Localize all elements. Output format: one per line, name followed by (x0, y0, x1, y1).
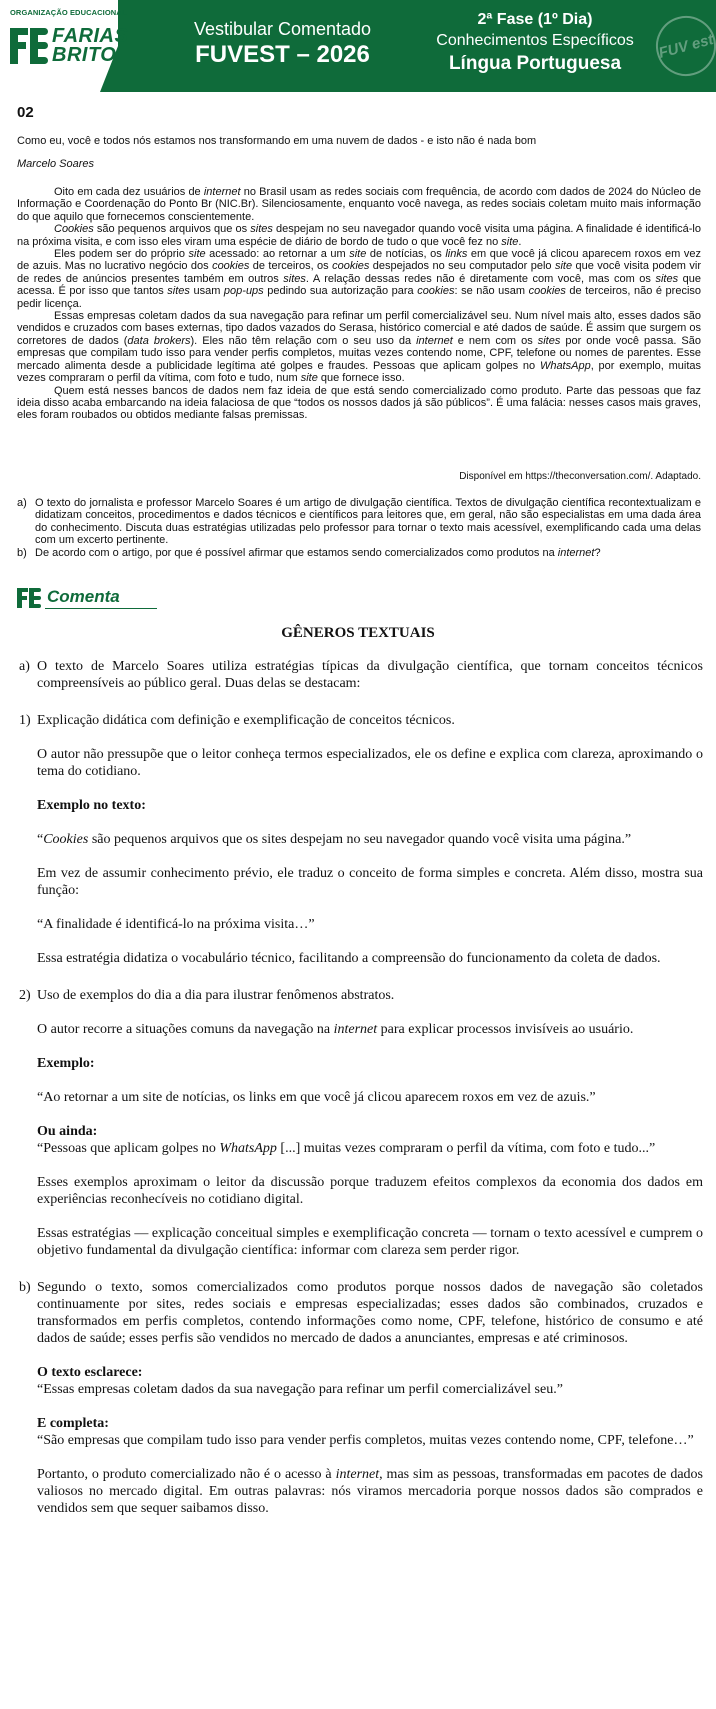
answer-a-intro (19, 658, 703, 692)
quote (37, 831, 703, 848)
text-run: Essas empresas coletam dados da sua navegação para refinar um perfil comercializável seu. Num nível mais alto, esses dados são vendidos e cruzados com bases externas, tipo dados vazados do Serasa, histórico comercial e até dados de saúde. É assim que surgem os corretores de dados ( (17, 310, 701, 347)
article-paragraph (17, 310, 701, 384)
text-part: “Pessoas que aplicam golpes no (37, 1141, 220, 1156)
text-part: para explicar processos invisíveis ao usuário. (377, 1022, 634, 1037)
article-author: Marcelo Soares (17, 158, 95, 170)
answer-label: a) (19, 659, 30, 674)
quote: “Essas empresas coletam dados da sua navegação para refinar um perfil comercializável seu.” (37, 1382, 563, 1397)
text-part: , mas sim as pessoas, transformadas em pacotes de dados valiosos no mercado digital. Em outras palavras: nós viramos mercadoria porque nossos dados são comprados e vendidos sem que sequer saibamos disso. (37, 1467, 703, 1516)
answer-body (19, 658, 703, 1517)
text-run: Eles podem ser do próprio (54, 248, 189, 261)
strategy-label: 2) (19, 988, 31, 1003)
answer-label: b) (19, 1280, 31, 1295)
article-title: Como eu, você e todos nós estamos nos transformando em uma nuvem de dados - e isto não é nada bom (17, 135, 537, 147)
also-label: Ou ainda: (37, 1124, 98, 1139)
paragraph: Essas estratégias — explicação conceitual simples e exemplificação concreta — tornam o texto acessível e cumprem o objetivo fundamental da divulgação científica: informar com clareza sem perder rigor. (37, 1226, 703, 1258)
strategy-label: 1) (19, 713, 31, 728)
italic-run: WhatsApp (539, 359, 591, 372)
answer-b-intro (19, 1279, 703, 1347)
text-run: De acordo com o artigo, por que é possível afirmar que estamos sendo comercializados como produtos na (35, 546, 558, 559)
question-items (17, 497, 701, 559)
italic-run: internet (416, 334, 453, 347)
brand-line-1: FARIAS (52, 25, 129, 47)
text-part: [...] muitas vezes compraram o perfil da vítima, com foto e tudo...” (276, 1141, 656, 1156)
header-title (180, 18, 385, 70)
org-label: ORGANIZAÇÃO EDUCACIONAL (10, 8, 127, 17)
quote: “Ao retornar a um site de notícias, os links em que você já clicou aparecem roxos em vez de azuis.” (37, 1090, 596, 1105)
question-item-label: b) (17, 546, 27, 559)
italic-run: Cookies (54, 223, 94, 236)
conclusion (37, 1466, 703, 1517)
text-run: de terceiros, os (249, 260, 333, 273)
text-run: usam (189, 285, 224, 298)
text-run: acessado: ao retornar a um (205, 248, 350, 261)
paragraph (37, 1021, 703, 1038)
text-run: que você visita podem vir de redes de anúncios presentes também em outros (17, 260, 701, 285)
question-item (17, 497, 701, 547)
italic-run: sites (283, 272, 306, 285)
fuvest-stamp-text: FUV est (656, 30, 716, 62)
brand-line-2: BRITO (52, 44, 117, 66)
farias-brito-logo (10, 8, 130, 78)
question-number: 02 (17, 104, 34, 121)
header-subject (420, 10, 650, 76)
text-run: de notícias, os (366, 248, 446, 261)
text-run: despejam no seu navegador quando você visita uma página. A finalidade é identificá-lo na próxima visita, e com isso eles viram uma espécie de diário de bordo de tudo o que você fez no (17, 223, 701, 248)
quote: “A finalidade é identificá-lo na próxima visita…” (37, 917, 315, 932)
genre-heading: GÊNEROS TEXTUAIS (281, 625, 435, 641)
strategy-2-title (19, 987, 703, 1004)
text-run: ). Eles não têm relação com o seu uso da (190, 334, 417, 347)
text-italic: WhatsApp (219, 1141, 277, 1156)
italic-run: site (554, 260, 573, 273)
text-run: no Brasil usam as redes sociais com frequência, de acordo com dados de 2024 do Núcleo de Informação e Coordenação do Ponto Br (NIC.Br). Silenciosamente, enquanto você navega, as redes sociais coletam muito mais informação do que aquilo que fornecemos conscientemente. (17, 186, 701, 223)
text-part: Portanto, o produto comercializado não é o acesso à (37, 1467, 336, 1482)
italic-run: internet (203, 186, 241, 198)
article-paragraph (17, 223, 701, 248)
comenta-underline (45, 608, 157, 609)
italic-run: sites (167, 285, 190, 298)
italic-run: sites (537, 334, 561, 347)
text-italic: internet (335, 1467, 380, 1482)
text-run: que acessa. É por isso que tantos (17, 272, 701, 298)
italic-run: pop-ups (223, 285, 264, 298)
paragraph: Essa estratégia didatiza o vocabulário técnico, facilitando a compreensão do funcionamento da coleta de dados. (37, 951, 661, 966)
page-header (0, 0, 716, 92)
question-item-label: a) (17, 497, 27, 509)
strategy-1-title (19, 712, 703, 729)
answer-text: Segundo o texto, somos comercializados como produtos porque nossos dados de navegação são coletados continuamente por sites, redes sociais e empresas especializadas; esses dados são combinados, cruzados e transformados em perfis completos, contendo informações como nome, CPF, telefone, histórico de consumo e até dados de saúde; esses perfis são vendidos no mercado de dados a anunciantes, empresas e até criminosos. (37, 1280, 703, 1346)
text-run: que fornece isso. (317, 372, 405, 385)
text-part: O autor recorre a situações comuns da navegação na (37, 1022, 334, 1037)
text-run: ? (594, 546, 601, 559)
quote-mark: “ (37, 832, 44, 847)
header-subject-name: Língua Portuguesa (448, 53, 622, 74)
italic-run: site (501, 235, 519, 248)
fb-small-mark-icon (17, 588, 43, 608)
text-run: . A relação dessas redes não é diretamente com você, mas com os (305, 272, 656, 285)
text-run: : se não usam (454, 285, 529, 298)
quote-italic: Cookies (43, 832, 89, 847)
article-paragraph (17, 248, 701, 310)
header-area: Conhecimentos Específicos (436, 32, 634, 49)
header-phase: 2ª Fase (1º Dia) (477, 11, 593, 28)
italic-run: site (188, 248, 206, 261)
paragraph: O autor não pressupõe que o leitor conheça termos especializados, ele os define e explica com clareza, aproximando o tema do cotidiano. (37, 747, 703, 779)
text-run: O texto do jornalista e professor Marcelo Soares é um artigo de divulgação científica. Textos de divulgação científica recontextualizam e didatizam conceitos, procedimentos e dados técnicos e científicos para leitores que, em geral, não são especialistas em uma dada área do conhecimento. Discuta duas estratégias utilizadas pelo professor para tornar o texto mais acessível, exemplificando cada uma delas com um excerto pertinente. (35, 497, 701, 547)
question-item-text (35, 497, 701, 547)
answer-text: O texto de Marcelo Soares utiliza estratégias típicas da divulgação científica, que tornam conceitos técnicos compreensíveis ao público geral. Duas delas se destacam: (37, 659, 703, 691)
article-paragraph (17, 385, 701, 422)
strategy-text: Uso de exemplos do dia a dia para ilustrar fenômenos abstratos. (37, 988, 395, 1003)
text-run: Quem está nesses bancos de dados nem faz ideia de que está sendo comercializado como produto. Parte das pessoas que faz ideia disso acaba embarcando na ideia falaciosa de que “todos os nossos dados já são públicos”. É uma falácia: nesses casos mais graves, eles foram roubados ou obtidos mediante falsas premissas. (17, 384, 701, 422)
example-label: Exemplo no texto: (37, 798, 146, 813)
fb-logo-mark-icon (10, 28, 50, 64)
italic-run: cookies (417, 285, 455, 298)
italic-run: sites (655, 272, 679, 285)
header-title-line-1: Vestibular Comentado (193, 19, 372, 39)
text-run: . (518, 235, 522, 248)
text-italic: internet (333, 1022, 378, 1037)
paragraph: Em vez de assumir conhecimento prévio, ele traduz o conceito de forma simples e concreta. Além disso, mostra sua função: (37, 866, 703, 898)
article-paragraph (17, 186, 701, 223)
italic-run: cookies (332, 260, 370, 273)
comenta-logo (17, 586, 157, 612)
quote-rest: são pequenos arquivos que os sites despejam no seu navegador quando você visita uma página.” (88, 832, 632, 847)
example-label: Exemplo: (37, 1056, 95, 1071)
italic-run: data brokers (127, 334, 191, 347)
italic-run: cookies (212, 260, 250, 273)
italic-run: site (349, 248, 367, 261)
quote (37, 1140, 703, 1157)
article-source: Disponível em https://theconversation.com/. Adaptado. (459, 471, 701, 482)
clarify-label: O texto esclarece: (37, 1365, 143, 1380)
question-item-text (35, 547, 601, 559)
text-run: em que você já clicou aparecem roxos em vez de azuis. Mas no lucrativo negócio dos (17, 248, 701, 273)
text-run: são pequenos arquivos que os (93, 223, 251, 236)
italic-run: sites (250, 223, 273, 236)
text-run: de terceiros, não é preciso pedir licença. (17, 285, 702, 310)
article-body (17, 186, 701, 422)
text-run: despejados no seu computador pelo (369, 260, 555, 273)
italic-run: site (300, 372, 318, 385)
italic-run: internet (557, 546, 595, 559)
strategy-text: Explicação didática com definição e exemplificação de conceitos técnicos. (37, 713, 455, 728)
text-run: pedindo sua autorização para (263, 285, 418, 298)
italic-run: links (445, 248, 468, 261)
text-run: Oito em cada dez usuários de (54, 186, 204, 198)
paragraph: Esses exemplos aproximam o leitor da discussão porque traduzem efeitos complexos da economia dos dados em experiências reconhecíveis no cotidiano digital. (37, 1175, 703, 1207)
comenta-label: Comenta (47, 587, 120, 606)
text-run: por onde você passa. São empresas que compilam tudo isso para vender perfis completos, muitas vezes contendo nome, CPF, telefone ou nomes de parentes. Esse mercado alimenta desde a publicidade legítima até golpes e fraudes. Pessoas que aplicam golpes no (17, 334, 701, 372)
quote: “São empresas que compilam tudo isso para vender perfis completos, muitas vezes contendo nome, CPF, telefone…” (37, 1433, 694, 1448)
text-run: , por exemplo, muitas vezes compraram o perfil da vítima, com foto e tudo, num (17, 359, 701, 385)
text-run: e nem com os (452, 334, 538, 347)
question-item (17, 547, 701, 559)
italic-run: cookies (528, 285, 566, 298)
header-title-line-2: FUVEST – 2026 (195, 41, 370, 68)
complete-label: E completa: (37, 1416, 109, 1431)
